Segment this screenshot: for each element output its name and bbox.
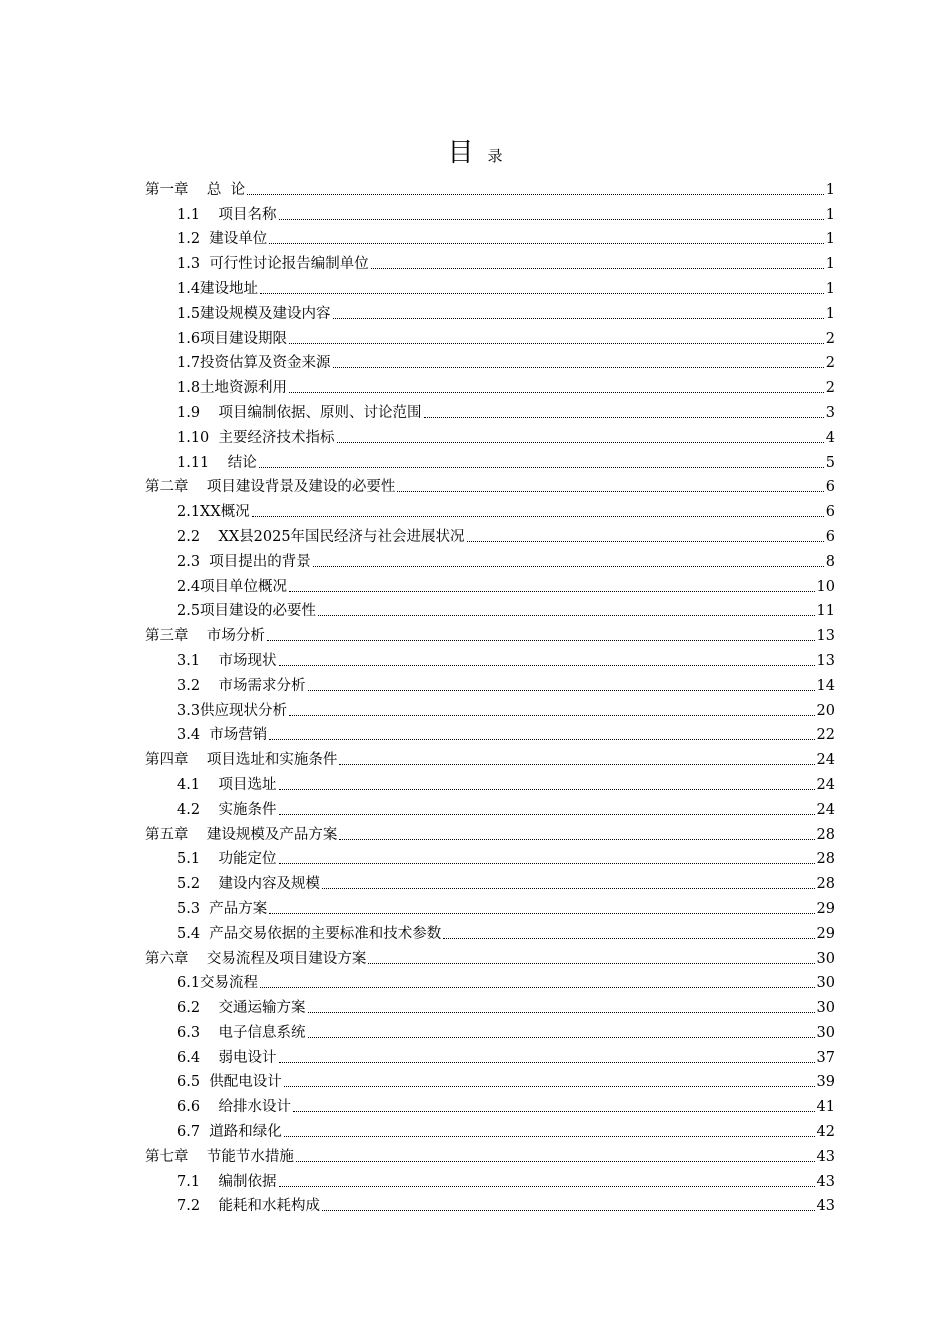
toc-page-number: 43 bbox=[816, 1148, 835, 1165]
table-of-contents bbox=[145, 174, 835, 1215]
toc-section-entry[interactable] bbox=[145, 1166, 835, 1191]
toc-entry-label: 2.2 XX县2025年国民经济与社会进展状况 bbox=[177, 528, 465, 545]
toc-dot-leader bbox=[337, 441, 824, 443]
toc-entry-label: 3.1 市场现状 bbox=[177, 652, 277, 669]
toc-dot-leader bbox=[289, 714, 814, 716]
toc-page-number: 4 bbox=[825, 429, 835, 446]
toc-dot-leader bbox=[284, 1085, 815, 1087]
toc-entry-label: 6.7 道路和绿化 bbox=[177, 1124, 282, 1141]
toc-section-entry[interactable] bbox=[145, 496, 835, 521]
toc-entry-label: 第二章 项目建设背景及建设的必要性 bbox=[145, 479, 396, 496]
toc-entry-label: 7.2 能耗和水耗构成 bbox=[177, 1198, 320, 1215]
toc-page-number: 2 bbox=[825, 380, 835, 397]
toc-section-entry[interactable] bbox=[145, 199, 835, 224]
toc-page-number: 13 bbox=[816, 628, 835, 645]
toc-section-entry[interactable] bbox=[145, 893, 835, 918]
toc-entry-label: 4.1 项目选址 bbox=[177, 776, 277, 793]
toc-dot-leader bbox=[322, 887, 815, 889]
toc-title bbox=[0, 132, 950, 169]
toc-section-entry[interactable] bbox=[145, 521, 835, 546]
toc-dot-leader bbox=[279, 788, 815, 790]
toc-dot-leader bbox=[467, 540, 824, 542]
toc-page-number: 1 bbox=[825, 206, 835, 223]
toc-dot-leader bbox=[318, 614, 814, 616]
toc-chapter-entry[interactable] bbox=[145, 819, 835, 844]
toc-page-number: 39 bbox=[816, 1074, 835, 1091]
toc-page-number: 30 bbox=[816, 975, 835, 992]
toc-section-entry[interactable] bbox=[145, 273, 835, 298]
toc-page-number: 1 bbox=[825, 181, 835, 198]
toc-dot-leader bbox=[443, 937, 814, 939]
toc-section-entry[interactable] bbox=[145, 670, 835, 695]
toc-section-entry[interactable] bbox=[145, 571, 835, 596]
toc-page-number: 20 bbox=[816, 702, 835, 719]
toc-section-entry[interactable] bbox=[145, 1042, 835, 1067]
toc-section-entry[interactable] bbox=[145, 868, 835, 893]
toc-dot-leader bbox=[397, 490, 823, 492]
toc-dot-leader bbox=[322, 1209, 815, 1211]
toc-section-entry[interactable] bbox=[145, 1191, 835, 1216]
toc-dot-leader bbox=[368, 962, 814, 964]
toc-page-number: 30 bbox=[816, 1024, 835, 1041]
toc-entry-label: 1.1 项目名称 bbox=[177, 206, 277, 223]
toc-dot-leader bbox=[293, 1110, 815, 1112]
toc-dot-leader bbox=[269, 738, 814, 740]
toc-entry-label: 1.10 主要经济技术指标 bbox=[177, 429, 335, 446]
toc-dot-leader bbox=[289, 342, 824, 344]
toc-page-number: 10 bbox=[816, 578, 835, 595]
toc-section-entry[interactable] bbox=[145, 298, 835, 323]
toc-entry-label: 1.9 项目编制依据、原则、讨论范围 bbox=[177, 404, 422, 421]
toc-dot-leader bbox=[339, 763, 814, 765]
toc-entry-label: 6.4 弱电设计 bbox=[177, 1049, 277, 1066]
toc-page-number: 29 bbox=[816, 925, 835, 942]
toc-dot-leader bbox=[333, 317, 824, 319]
toc-dot-leader bbox=[424, 416, 824, 418]
toc-dot-leader bbox=[269, 242, 823, 244]
toc-entry-label: 2.5项目建设的必要性 bbox=[177, 603, 317, 620]
toc-entry-label: 6.3 电子信息系统 bbox=[177, 1024, 306, 1041]
toc-chapter-entry[interactable] bbox=[145, 943, 835, 968]
toc-section-entry[interactable] bbox=[145, 1067, 835, 1092]
toc-dot-leader bbox=[247, 193, 824, 195]
toc-page-number: 43 bbox=[816, 1173, 835, 1190]
toc-entry-label: 6.6 给排水设计 bbox=[177, 1099, 291, 1116]
toc-page-number: 30 bbox=[816, 950, 835, 967]
toc-section-entry[interactable] bbox=[145, 1091, 835, 1116]
toc-entry-label: 6.2 交通运输方案 bbox=[177, 1000, 306, 1017]
toc-page-number: 13 bbox=[816, 652, 835, 669]
toc-section-entry[interactable] bbox=[145, 348, 835, 373]
toc-page-number: 24 bbox=[816, 801, 835, 818]
toc-page-number: 28 bbox=[816, 876, 835, 893]
toc-entry-label: 第五章 建设规模及产品方案 bbox=[145, 826, 338, 843]
toc-entry-label: 第三章 市场分析 bbox=[145, 628, 265, 645]
toc-dot-leader bbox=[279, 1061, 815, 1063]
toc-dot-leader bbox=[339, 838, 814, 840]
toc-dot-leader bbox=[308, 1011, 815, 1013]
toc-section-entry[interactable] bbox=[145, 372, 835, 397]
toc-entry-label: 1.8土地资源利用 bbox=[177, 380, 288, 397]
toc-page-number: 5 bbox=[825, 454, 835, 471]
toc-dot-leader bbox=[267, 639, 815, 641]
toc-dot-leader bbox=[333, 366, 824, 368]
toc-section-entry[interactable] bbox=[145, 769, 835, 794]
toc-page-number: 1 bbox=[825, 256, 835, 273]
toc-section-entry[interactable] bbox=[145, 794, 835, 819]
toc-section-entry[interactable] bbox=[145, 248, 835, 273]
toc-dot-leader bbox=[313, 565, 824, 567]
toc-entry-label: 1.11 结论 bbox=[177, 454, 257, 471]
toc-entry-label: 6.5 供配电设计 bbox=[177, 1074, 282, 1091]
toc-dot-leader bbox=[252, 515, 824, 517]
toc-dot-leader bbox=[279, 1185, 815, 1187]
toc-entry-label: 1.7投资估算及资金来源 bbox=[177, 355, 331, 372]
toc-chapter-entry[interactable] bbox=[145, 620, 835, 645]
toc-title-main: 目 bbox=[447, 138, 474, 168]
toc-section-entry[interactable] bbox=[145, 1116, 835, 1141]
toc-section-entry[interactable] bbox=[145, 695, 835, 720]
toc-page-number: 8 bbox=[825, 553, 835, 570]
toc-page-number: 14 bbox=[816, 677, 835, 694]
toc-section-entry[interactable] bbox=[145, 447, 835, 472]
toc-page-number: 11 bbox=[816, 603, 835, 620]
toc-dot-leader bbox=[289, 391, 824, 393]
toc-entry-label: 第四章 项目选址和实施条件 bbox=[145, 752, 338, 769]
toc-title-sub: 录 bbox=[487, 147, 503, 165]
toc-page-number: 1 bbox=[825, 231, 835, 248]
toc-page-number: 6 bbox=[825, 528, 835, 545]
toc-section-entry[interactable] bbox=[145, 645, 835, 670]
toc-dot-leader bbox=[260, 986, 814, 988]
toc-section-entry[interactable] bbox=[145, 224, 835, 249]
toc-entry-label: 1.4建设地址 bbox=[177, 280, 259, 297]
toc-section-entry[interactable] bbox=[145, 918, 835, 943]
toc-dot-leader bbox=[259, 466, 824, 468]
toc-section-entry[interactable] bbox=[145, 720, 835, 745]
toc-page-number: 6 bbox=[825, 504, 835, 521]
toc-section-entry[interactable] bbox=[145, 844, 835, 869]
toc-entry-label: 3.3供应现状分析 bbox=[177, 702, 288, 719]
toc-page-number: 42 bbox=[816, 1124, 835, 1141]
toc-dot-leader bbox=[371, 267, 824, 269]
toc-entry-label: 5.1 功能定位 bbox=[177, 851, 277, 868]
toc-dot-leader bbox=[279, 862, 815, 864]
toc-chapter-entry[interactable] bbox=[145, 1141, 835, 1166]
toc-page-number: 2 bbox=[825, 355, 835, 372]
toc-entry-label: 2.1XX概况 bbox=[177, 504, 250, 521]
toc-page-number: 22 bbox=[816, 727, 835, 744]
toc-entry-label: 5.3 产品方案 bbox=[177, 900, 268, 917]
toc-section-entry[interactable] bbox=[145, 596, 835, 621]
toc-section-entry[interactable] bbox=[145, 546, 835, 571]
toc-page-number: 1 bbox=[825, 280, 835, 297]
toc-entry-label: 1.5建设规模及建设内容 bbox=[177, 305, 331, 322]
toc-entry-label: 第七章 节能节水措施 bbox=[145, 1148, 294, 1165]
toc-section-entry[interactable] bbox=[145, 992, 835, 1017]
toc-entry-label: 1.6项目建设期限 bbox=[177, 330, 288, 347]
toc-dot-leader bbox=[269, 912, 814, 914]
toc-page-number: 37 bbox=[816, 1049, 835, 1066]
toc-page-number: 28 bbox=[816, 851, 835, 868]
toc-dot-leader bbox=[279, 813, 815, 815]
toc-page-number: 24 bbox=[816, 752, 835, 769]
toc-entry-label: 1.2 建设单位 bbox=[177, 231, 268, 248]
toc-page-number: 29 bbox=[816, 900, 835, 917]
toc-page-number: 3 bbox=[825, 404, 835, 421]
toc-entry-label: 3.2 市场需求分析 bbox=[177, 677, 306, 694]
toc-page-number: 24 bbox=[816, 776, 835, 793]
toc-page-number: 2 bbox=[825, 330, 835, 347]
toc-section-entry[interactable] bbox=[145, 422, 835, 447]
toc-page-number: 41 bbox=[816, 1099, 835, 1116]
toc-dot-leader bbox=[296, 1160, 815, 1162]
toc-dot-leader bbox=[260, 292, 824, 294]
toc-section-entry[interactable] bbox=[145, 1017, 835, 1042]
toc-page-number: 1 bbox=[825, 305, 835, 322]
toc-chapter-entry[interactable] bbox=[145, 472, 835, 497]
toc-dot-leader bbox=[289, 590, 814, 592]
toc-entry-label: 第一章 总 论 bbox=[145, 181, 246, 198]
toc-entry-label: 6.1交易流程 bbox=[177, 975, 259, 992]
toc-dot-leader bbox=[308, 1036, 815, 1038]
toc-dot-leader bbox=[279, 218, 824, 220]
toc-page-number: 30 bbox=[816, 1000, 835, 1017]
toc-section-entry[interactable] bbox=[145, 968, 835, 993]
toc-section-entry[interactable] bbox=[145, 397, 835, 422]
toc-entry-label: 4.2 实施条件 bbox=[177, 801, 277, 818]
toc-entry-label: 5.4 产品交易依据的主要标准和技术参数 bbox=[177, 925, 442, 942]
toc-chapter-entry[interactable] bbox=[145, 174, 835, 199]
toc-entry-label: 1.3 可行性讨论报告编制单位 bbox=[177, 256, 369, 273]
toc-page-number: 43 bbox=[816, 1198, 835, 1215]
toc-dot-leader bbox=[279, 664, 815, 666]
toc-entry-label: 3.4 市场营销 bbox=[177, 727, 268, 744]
toc-page-number: 28 bbox=[816, 826, 835, 843]
toc-section-entry[interactable] bbox=[145, 323, 835, 348]
toc-dot-leader bbox=[308, 689, 815, 691]
toc-page-number: 6 bbox=[825, 479, 835, 496]
toc-entry-label: 7.1 编制依据 bbox=[177, 1173, 277, 1190]
toc-entry-label: 5.2 建设内容及规模 bbox=[177, 876, 320, 893]
toc-entry-label: 2.3 项目提出的背景 bbox=[177, 553, 311, 570]
toc-chapter-entry[interactable] bbox=[145, 744, 835, 769]
toc-entry-label: 2.4项目单位概况 bbox=[177, 578, 288, 595]
toc-entry-label: 第六章 交易流程及项目建设方案 bbox=[145, 950, 367, 967]
toc-dot-leader bbox=[284, 1135, 815, 1137]
